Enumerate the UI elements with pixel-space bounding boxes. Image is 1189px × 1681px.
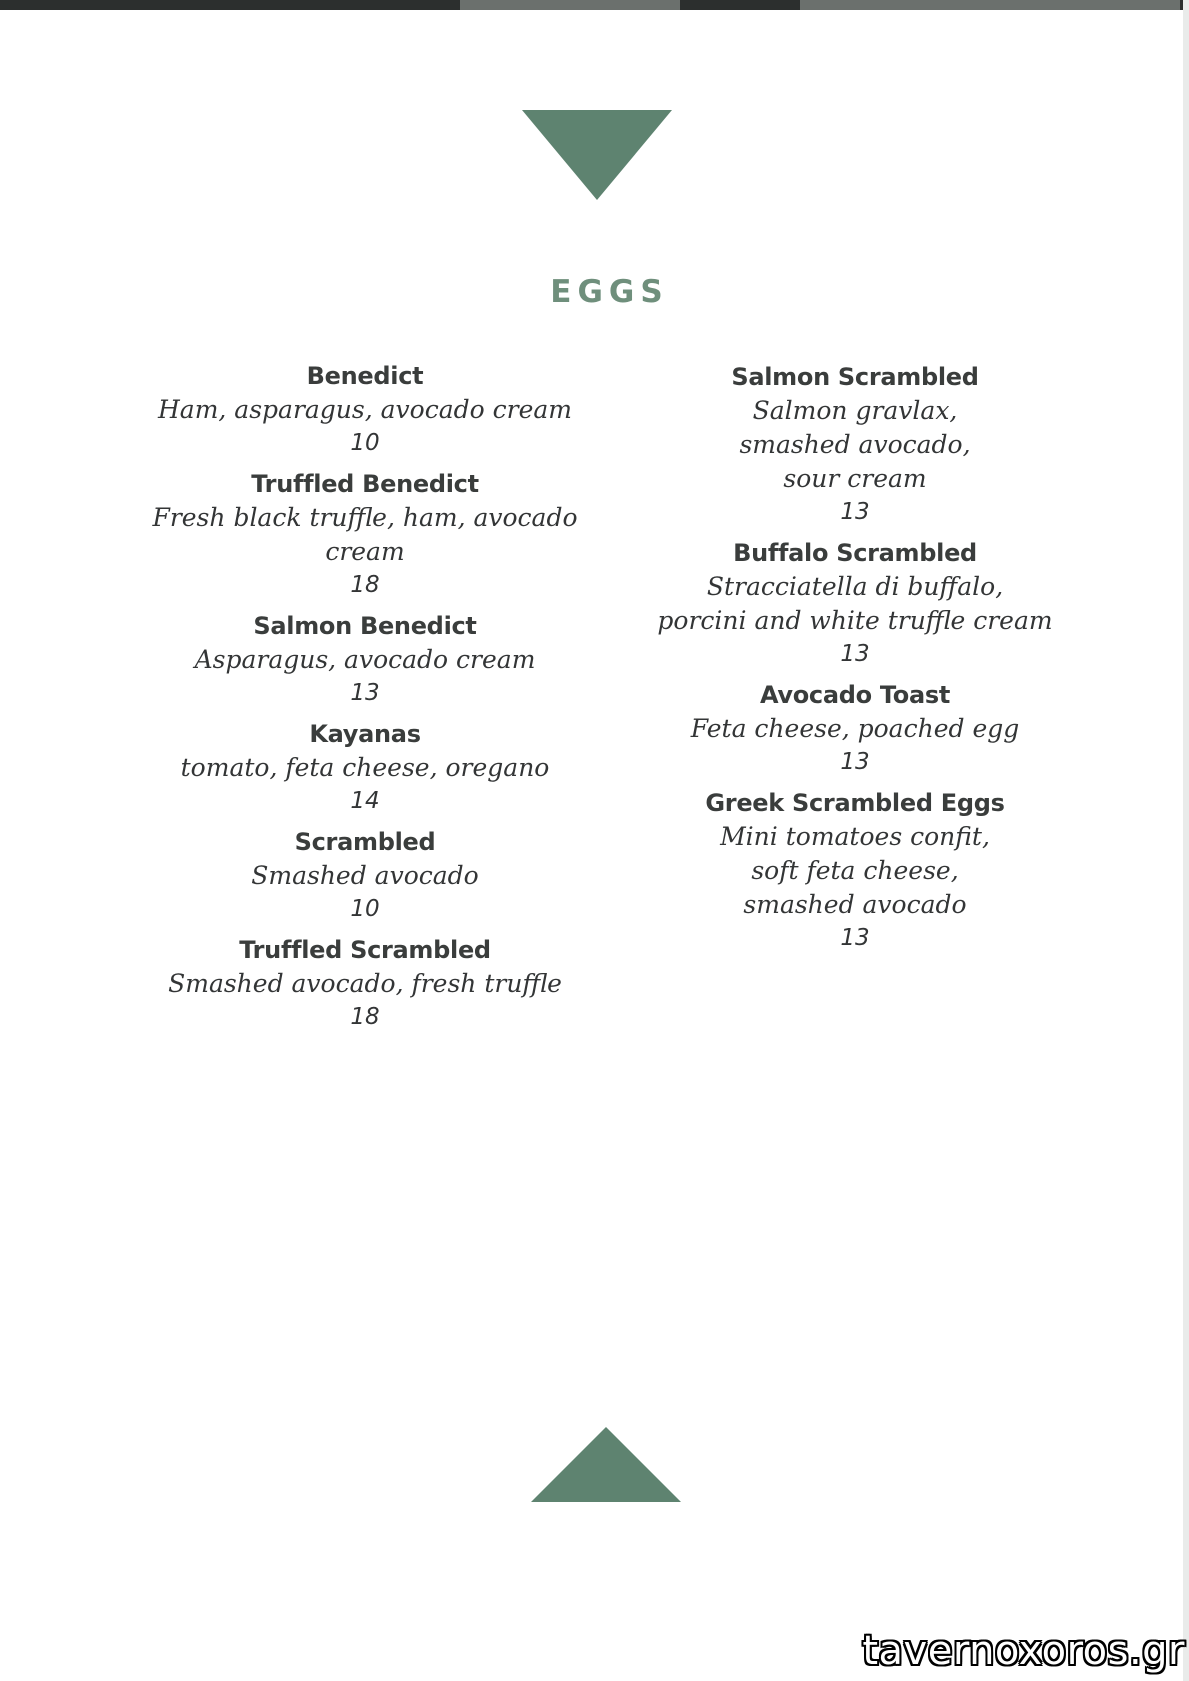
item-description: Ham, asparagus, avocado cream (158, 395, 572, 424)
item-price: 13 (840, 749, 870, 775)
menu-item (140, 934, 590, 1033)
scan-right-edge (1183, 0, 1189, 1681)
item-price: 18 (350, 572, 380, 598)
menu-item (140, 360, 590, 459)
item-description: Fresh black truffle, ham, avocado cream (152, 503, 578, 566)
menu-item (140, 468, 590, 601)
menu-item (630, 679, 1080, 778)
item-name: Truffled Benedict (251, 470, 479, 498)
item-price: 10 (350, 896, 380, 922)
item-name: Salmon Scrambled (731, 363, 979, 391)
bottom-triangle-ornament (531, 1427, 681, 1502)
item-price: 18 (350, 1004, 380, 1030)
menu-column-left (140, 360, 590, 1042)
item-name: Scrambled (294, 828, 436, 856)
item-description: Stracciatella di buffalo, porcini and white truffle cream (657, 572, 1053, 635)
item-name: Kayanas (309, 720, 421, 748)
site-watermark: tavernoxoros.gr (862, 1628, 1185, 1674)
item-price: 13 (350, 680, 380, 706)
menu-item (140, 610, 590, 709)
top-triangle-ornament (522, 110, 672, 200)
menu-item (140, 826, 590, 925)
scan-edge-gap (800, 0, 1180, 10)
scan-top-edge (0, 0, 1189, 10)
item-name: Greek Scrambled Eggs (705, 789, 1005, 817)
scan-edge-gap (460, 0, 680, 10)
item-description: Smashed avocado (251, 861, 479, 890)
item-description: Feta cheese, poached egg (690, 714, 1020, 743)
section-title: EGGS (550, 274, 669, 310)
item-price: 14 (350, 788, 380, 814)
item-price: 10 (350, 430, 380, 456)
item-description: Mini tomatoes confit, soft feta cheese, smashed avocado (720, 822, 990, 919)
menu-item (630, 787, 1080, 954)
item-description: tomato, feta cheese, oregano (180, 753, 550, 782)
menu-item (630, 537, 1080, 670)
item-name: Truffled Scrambled (239, 936, 491, 964)
menu-item (140, 718, 590, 817)
item-name: Buffalo Scrambled (733, 539, 977, 567)
menu-column-right (630, 361, 1080, 963)
item-price: 13 (840, 641, 870, 667)
item-description: Salmon gravlax, smashed avocado, sour cream (739, 396, 971, 493)
menu-item (630, 361, 1080, 528)
item-name: Benedict (306, 362, 424, 390)
item-description: Asparagus, avocado cream (194, 645, 536, 674)
item-price: 13 (840, 925, 870, 951)
item-name: Avocado Toast (759, 681, 951, 709)
item-description: Smashed avocado, fresh truffle (168, 969, 562, 998)
item-price: 13 (840, 499, 870, 525)
item-name: Salmon Benedict (253, 612, 477, 640)
